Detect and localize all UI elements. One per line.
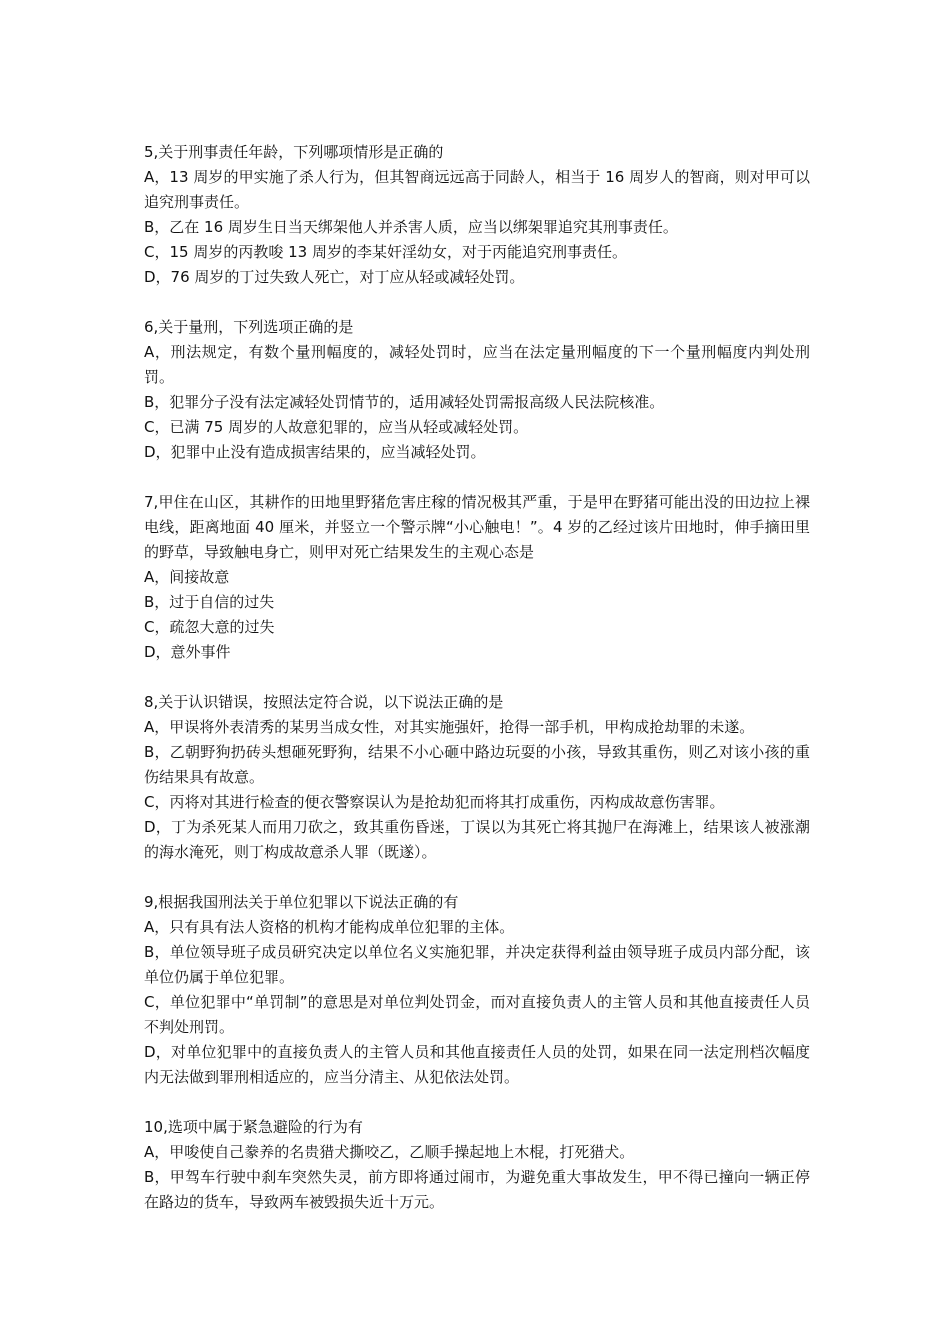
option-b: B，犯罪分子没有法定减轻处罚情节的，适用减轻处罚需报高级人民法院核准。 [144, 393, 665, 411]
question-7 [144, 490, 810, 665]
question-stem: 8,关于认识错误，按照法定符合说，以下说法正确的是 [144, 693, 504, 711]
option-c: C，已满 75 周岁的人故意犯罪的，应当从轻或减轻处罚。 [144, 418, 529, 436]
question-5 [144, 140, 810, 290]
option-b: B，甲驾车行驶中刹车突然失灵，前方即将通过闹市，为避免重大事故发生，甲不得已撞向一辆正停在路边的货车，导致两车被毁损失近十万元。 [144, 1168, 810, 1211]
option-d: D，丁为杀死某人而用刀砍之，致其重伤昏迷，丁误以为其死亡将其抛尸在海滩上，结果该人被涨潮的海水淹死，则丁构成故意杀人罪（既遂）。 [144, 818, 810, 861]
option-d: D，76 周岁的丁过失致人死亡，对丁应从轻或减轻处罚。 [144, 268, 525, 286]
question-6 [144, 315, 810, 465]
question-10 [144, 1115, 810, 1215]
question-8 [144, 690, 810, 865]
option-d: D，对单位犯罪中的直接负责人的主管人员和其他直接责任人员的处罚，如果在同一法定刑档次幅度内无法做到罪刑相适应的，应当分清主、从犯依法处罚。 [144, 1043, 810, 1086]
option-b: B，单位领导班子成员研究决定以单位名义实施犯罪，并决定获得利益由领导班子成员内部分配，该单位仍属于单位犯罪。 [144, 943, 810, 986]
option-a: A，甲唆使自己豢养的名贵猎犬撕咬乙，乙顺手操起地上木棍，打死猎犬。 [144, 1143, 635, 1161]
option-a: A，只有具有法人资格的机构才能构成单位犯罪的主体。 [144, 918, 515, 936]
option-a: A，刑法规定，有数个量刑幅度的，减轻处罚时，应当在法定量刑幅度的下一个量刑幅度内判处刑罚。 [144, 343, 810, 386]
question-stem: 10,选项中属于紧急避险的行为有 [144, 1118, 363, 1136]
option-a: A，13 周岁的甲实施了杀人行为，但其智商远远高于同龄人，相当于 16 周岁人的智商，则对甲可以追究刑事责任。 [144, 168, 810, 211]
question-stem: 6,关于量刑，下列选项正确的是 [144, 318, 354, 336]
question-stem: 7,甲住在山区，其耕作的田地里野猪危害庄稼的情况极其严重，于是甲在野猪可能出没的田边拉上裸电线，距离地面 40 厘米，并竖立一个警示牌“小心触电！”。4 岁的乙经过该片田地时，伸手摘田里的野草，导致触电身亡，则甲对死亡结果发生的主观心态是 [144, 493, 810, 561]
option-d: D，意外事件 [144, 643, 231, 661]
question-stem: 5,关于刑事责任年龄，下列哪项情形是正确的 [144, 143, 444, 161]
option-d: D，犯罪中止没有造成损害结果的，应当减轻处罚。 [144, 443, 486, 461]
option-b: B，乙朝野狗扔砖头想砸死野狗，结果不小心砸中路边玩耍的小孩，导致其重伤，则乙对该小孩的重伤结果具有故意。 [144, 743, 810, 786]
option-b: B，过于自信的过失 [144, 593, 275, 611]
option-c: C，疏忽大意的过失 [144, 618, 275, 636]
option-b: B，乙在 16 周岁生日当天绑架他人并杀害人质，应当以绑架罪追究其刑事责任。 [144, 218, 678, 236]
question-stem: 9,根据我国刑法关于单位犯罪以下说法正确的有 [144, 893, 459, 911]
question-9 [144, 890, 810, 1090]
option-c: C，单位犯罪中“单罚制”的意思是对单位判处罚金，而对直接负责人的主管人员和其他直接责任人员不判处刑罚。 [144, 993, 810, 1036]
option-a: A，甲误将外表清秀的某男当成女性，对其实施强奸，抢得一部手机，甲构成抢劫罪的未遂。 [144, 718, 755, 736]
option-c: C，15 周岁的丙教唆 13 周岁的李某奸淫幼女，对于丙能追究刑事责任。 [144, 243, 627, 261]
document-page [144, 140, 810, 1240]
option-a: A，间接故意 [144, 568, 230, 586]
option-c: C，丙将对其进行检查的便衣警察误认为是抢劫犯而将其打成重伤，丙构成故意伤害罪。 [144, 793, 725, 811]
